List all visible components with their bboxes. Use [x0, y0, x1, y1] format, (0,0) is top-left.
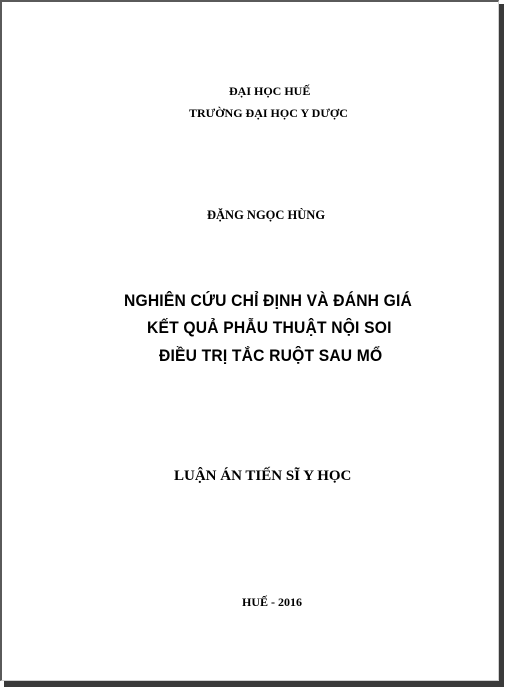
school-name: TRƯỜNG ĐẠI HỌC Y DƯỢC [189, 106, 348, 120]
thesis-title-line-2: KẾT QUẢ PHẪU THUẬT NỘI SOI [147, 318, 392, 337]
page-shadow-right [499, 4, 504, 687]
thesis-title-line-1: NGHIÊN CỨU CHỈ ĐỊNH VÀ ĐÁNH GIÁ [124, 291, 413, 310]
page-shadow-bottom [4, 681, 504, 687]
author-name: ĐẶNG NGỌC HÙNG [207, 208, 326, 222]
place-year: HUẾ - 2016 [242, 595, 302, 609]
degree-label: LUẬN ÁN TIẾN SĨ Y HỌC [174, 468, 352, 484]
university-name: ĐẠI HỌC HUẾ [229, 84, 311, 98]
thesis-title-line-3: ĐIỀU TRỊ TẮC RUỘT SAU MỔ [159, 346, 383, 365]
